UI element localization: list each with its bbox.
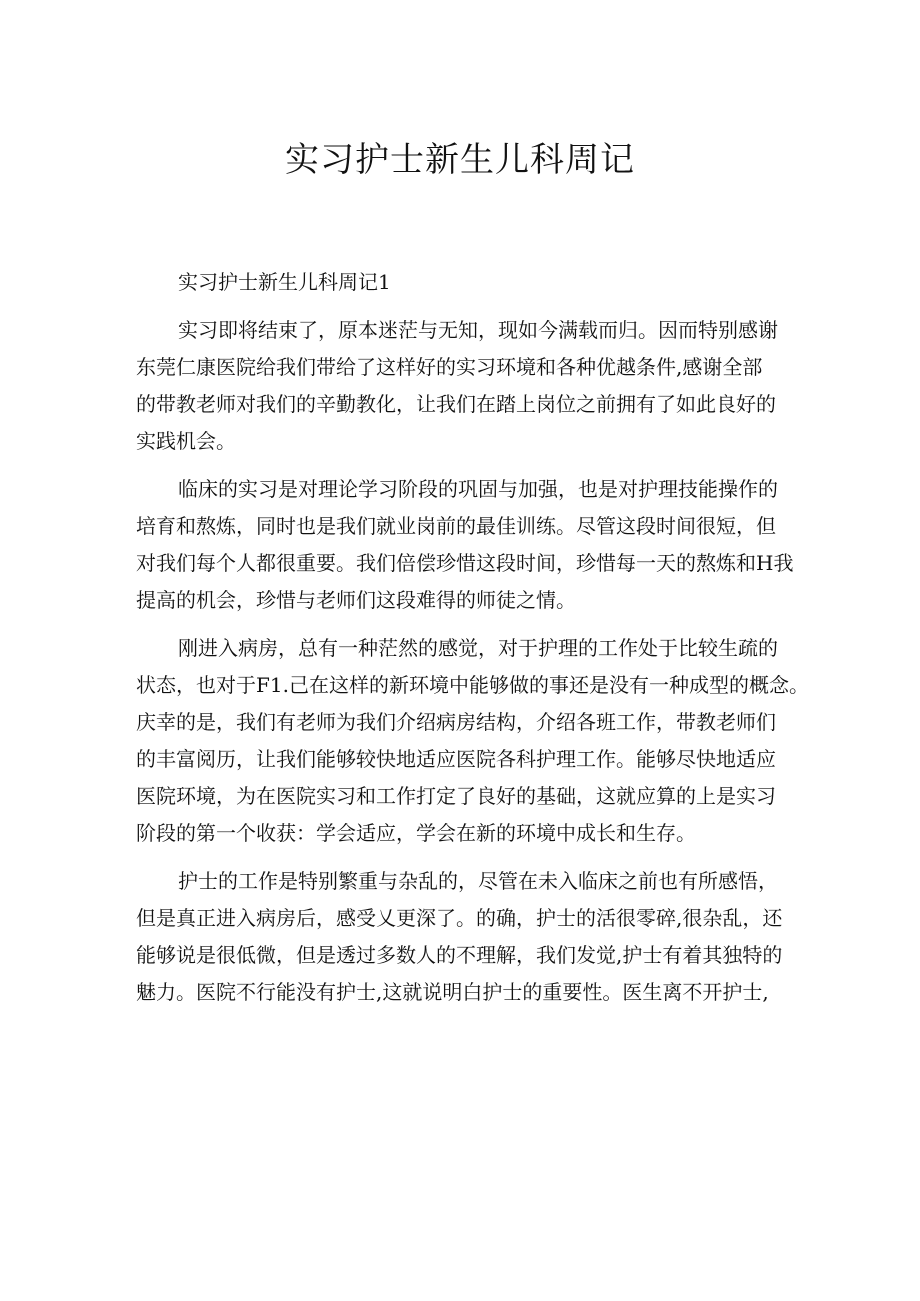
paragraph-line: 医院环境，为在医院实习和工作打定了良好的基础，这就应算的上是实习 — [136, 784, 776, 808]
document-title: 实习护士新生儿科周记 — [285, 140, 635, 180]
paragraph-line: 的丰富阅历，让我们能够较快地适应医院各科护理工作。能够尽快地适应 — [136, 747, 776, 771]
paragraph-line: 刚进入病房，总有一种茫然的感觉，对于护理的工作处于比较生疏的 — [178, 636, 778, 660]
paragraph-line: 能够说是很低微，但是透过多数人的不理解，我们发觉,护士有着其独特的 — [136, 943, 783, 967]
paragraph-line: 庆幸的是，我们有老师为我们介绍病房结构，介绍各班工作，带教老师们 — [136, 710, 776, 734]
section-heading: 实习护士新生儿科周记1 — [178, 270, 391, 294]
paragraph-2 — [136, 477, 796, 625]
paragraph-line: 阶段的第一个收获：学会适应，学会在新的环境中成长和生存。 — [136, 821, 696, 845]
paragraph-line: 但是真正进入病房后，感受乂更深了。的确，护士的活很零碎,很杂乱，还 — [136, 906, 783, 930]
paragraph-1 — [136, 318, 796, 466]
paragraph-line: 魅力。医院不行能没有护士,这就说明白护士的重要性。医生离不开护士, — [136, 980, 769, 1004]
paragraph-line: 临床的实习是对理论学习阶段的巩固与加强，也是对护理技能操作的 — [178, 477, 778, 501]
paragraph-line: 实践机会。 — [136, 429, 236, 453]
paragraph-line: 东莞仁康医院给我们带给了这样好的实习环境和各种优越条件,感谢全部 — [136, 355, 763, 379]
paragraph-line: 实习即将结束了，原本迷茫与无知，现如今满载而归。因而特别感谢 — [178, 318, 778, 342]
paragraph-line: 对我们每个人都很重要。我们倍偿珍惜这段时间，珍惜每一天的熬炼和H我 — [136, 551, 794, 575]
paragraph-3 — [136, 636, 809, 858]
paragraph-line: 状态，也对于F1.己在这样的新环境中能够做的事还是没有一种成型的概念。 — [136, 673, 809, 697]
paragraph-line: 的带教老师对我们的辛勤教化，让我们在踏上岗位之前拥有了如此良好的 — [136, 392, 776, 416]
paragraph-line: 培育和熬炼，同时也是我们就业岗前的最佳训练。尽管这段时间很短，但 — [136, 514, 776, 538]
paragraph-line: 提高的机会，珍惜与老师们这段难得的师徒之情。 — [136, 588, 576, 612]
paragraph-4 — [136, 869, 796, 1017]
paragraph-line: 护士的工作是特别繁重与杂乱的，尽管在未入临床之前也有所感悟， — [178, 869, 778, 893]
document-body — [136, 270, 809, 1017]
